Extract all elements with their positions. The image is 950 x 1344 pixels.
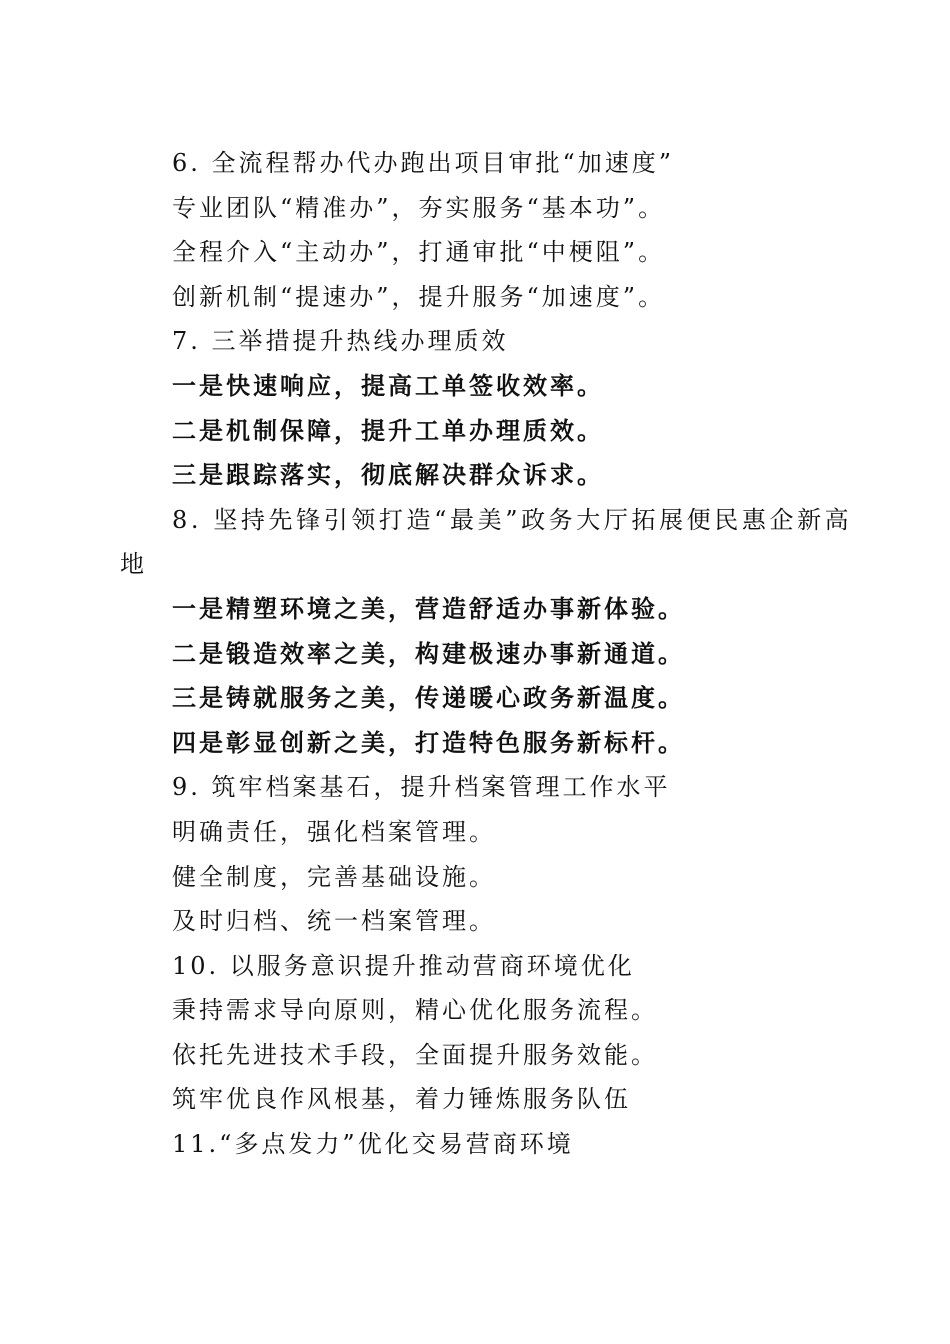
paragraph-line: 专业团队“精准办”，夯实服务“基本功”。 [172, 193, 666, 222]
heading-10: 10. 以服务意识提升推动营商环境优化 [172, 951, 635, 980]
paragraph-line: 创新机制“提速办”，提升服务“加速度”。 [172, 282, 666, 311]
heading-9: 9. 筑牢档案基石，提升档案管理工作水平 [172, 773, 671, 802]
paragraph-line: 二是锻造效率之美，构建极速办事新通道。 [172, 638, 685, 668]
paragraph-line: 筑牢优良作风根基，着力锤炼服务队伍 [172, 1085, 631, 1114]
heading-11: 11.“多点发力”优化交易营商环境 [172, 1130, 574, 1159]
paragraph-line: 二是机制保障，提升工单办理质效。 [172, 415, 604, 445]
paragraph-line: 秉持需求导向原则，精心优化服务流程。 [172, 996, 658, 1025]
paragraph-line: 三是铸就服务之美，传递暖心政务新温度。 [172, 683, 685, 713]
paragraph-line: 四是彰显创新之美，打造特色服务新标杆。 [172, 727, 685, 757]
paragraph-line: 一是精塑环境之美，营造舒适办事新体验。 [172, 593, 685, 623]
paragraph-line: 三是跟踪落实，彻底解决群众诉求。 [172, 460, 604, 490]
paragraph-line: 依托先进技术手段，全面提升服务效能。 [172, 1040, 658, 1069]
heading-8-continuation: 地 [120, 550, 147, 579]
paragraph-line: 健全制度，完善基础设施。 [172, 862, 496, 891]
paragraph-line: 及时归档、统一档案管理。 [172, 907, 496, 936]
heading-6: 6. 全流程帮办代办跑出项目审批“加速度” [172, 149, 675, 177]
paragraph-line: 明确责任，强化档案管理。 [172, 817, 496, 846]
heading-7: 7. 三举措提升热线办理质效 [172, 327, 509, 356]
heading-8: 8. 坚持先锋引领打造“最美”政务大厅拓展便民惠企新高 [172, 505, 853, 534]
paragraph-line: 全程介入“主动办”，打通审批“中梗阻”。 [172, 238, 666, 267]
document-body [120, 141, 853, 1167]
paragraph-line: 一是快速响应，提高工单签收效率。 [172, 370, 604, 400]
